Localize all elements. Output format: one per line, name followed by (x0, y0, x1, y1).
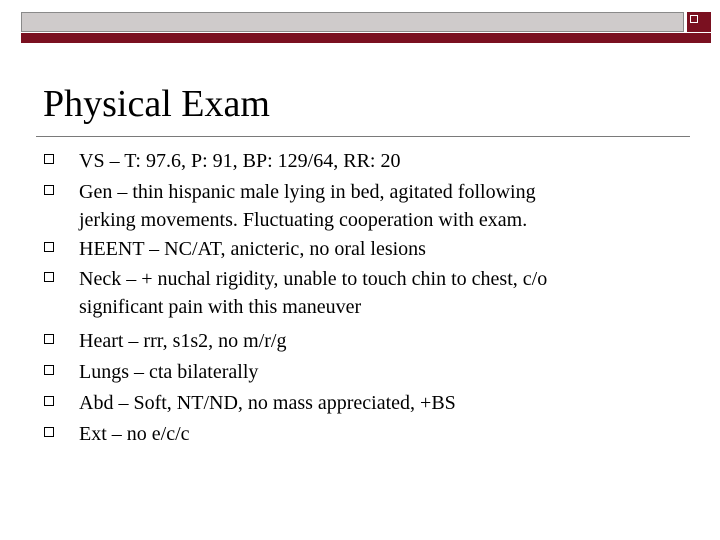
bullet-item-lungs (44, 358, 654, 386)
bullet-item-extremities (44, 420, 654, 448)
title-divider (36, 136, 690, 137)
bullet-item-neck (44, 265, 654, 321)
bullet-text: Abd – Soft, NT/ND, no mass appreciated, +BS (79, 392, 456, 414)
slide-title: Physical Exam (43, 83, 270, 125)
hollow-square-bullet-icon (44, 396, 54, 406)
bullet-text: VS – T: 97.6, P: 91, BP: 129/64, RR: 20 (79, 150, 401, 172)
bullet-text: Gen – thin hispanic male lying in bed, agitated following jerking movements. Fluctuating cooperation with exam. (79, 181, 536, 231)
bullet-text: Heart – rrr, s1s2, no m/r/g (79, 330, 287, 352)
bullet-text: HEENT – NC/AT, anicteric, no oral lesions (79, 238, 426, 260)
hollow-square-bullet-icon (44, 185, 54, 195)
header-accent-bar (21, 33, 711, 43)
hollow-square-bullet-icon (44, 334, 54, 344)
bullet-item-abdomen (44, 389, 654, 417)
hollow-square-bullet-icon (44, 154, 54, 164)
bullet-item-vitals (44, 147, 654, 175)
bullet-item-heent (44, 235, 654, 263)
header-decoration-bar (21, 12, 684, 32)
header-square-icon (687, 12, 711, 32)
hollow-square-bullet-icon (44, 427, 54, 437)
bullet-item-general (44, 178, 654, 234)
hollow-square-bullet-icon (44, 272, 54, 282)
hollow-square-bullet-icon (44, 242, 54, 252)
bullet-item-heart (44, 327, 654, 355)
bullet-text: Lungs – cta bilaterally (79, 361, 259, 383)
hollow-square-bullet-icon (44, 365, 54, 375)
header-square-inner-icon (690, 15, 698, 23)
bullet-text: Ext – no e/c/c (79, 423, 190, 445)
bullet-text: Neck – + nuchal rigidity, unable to touch chin to chest, c/o significant pain with this maneuver (79, 268, 548, 318)
